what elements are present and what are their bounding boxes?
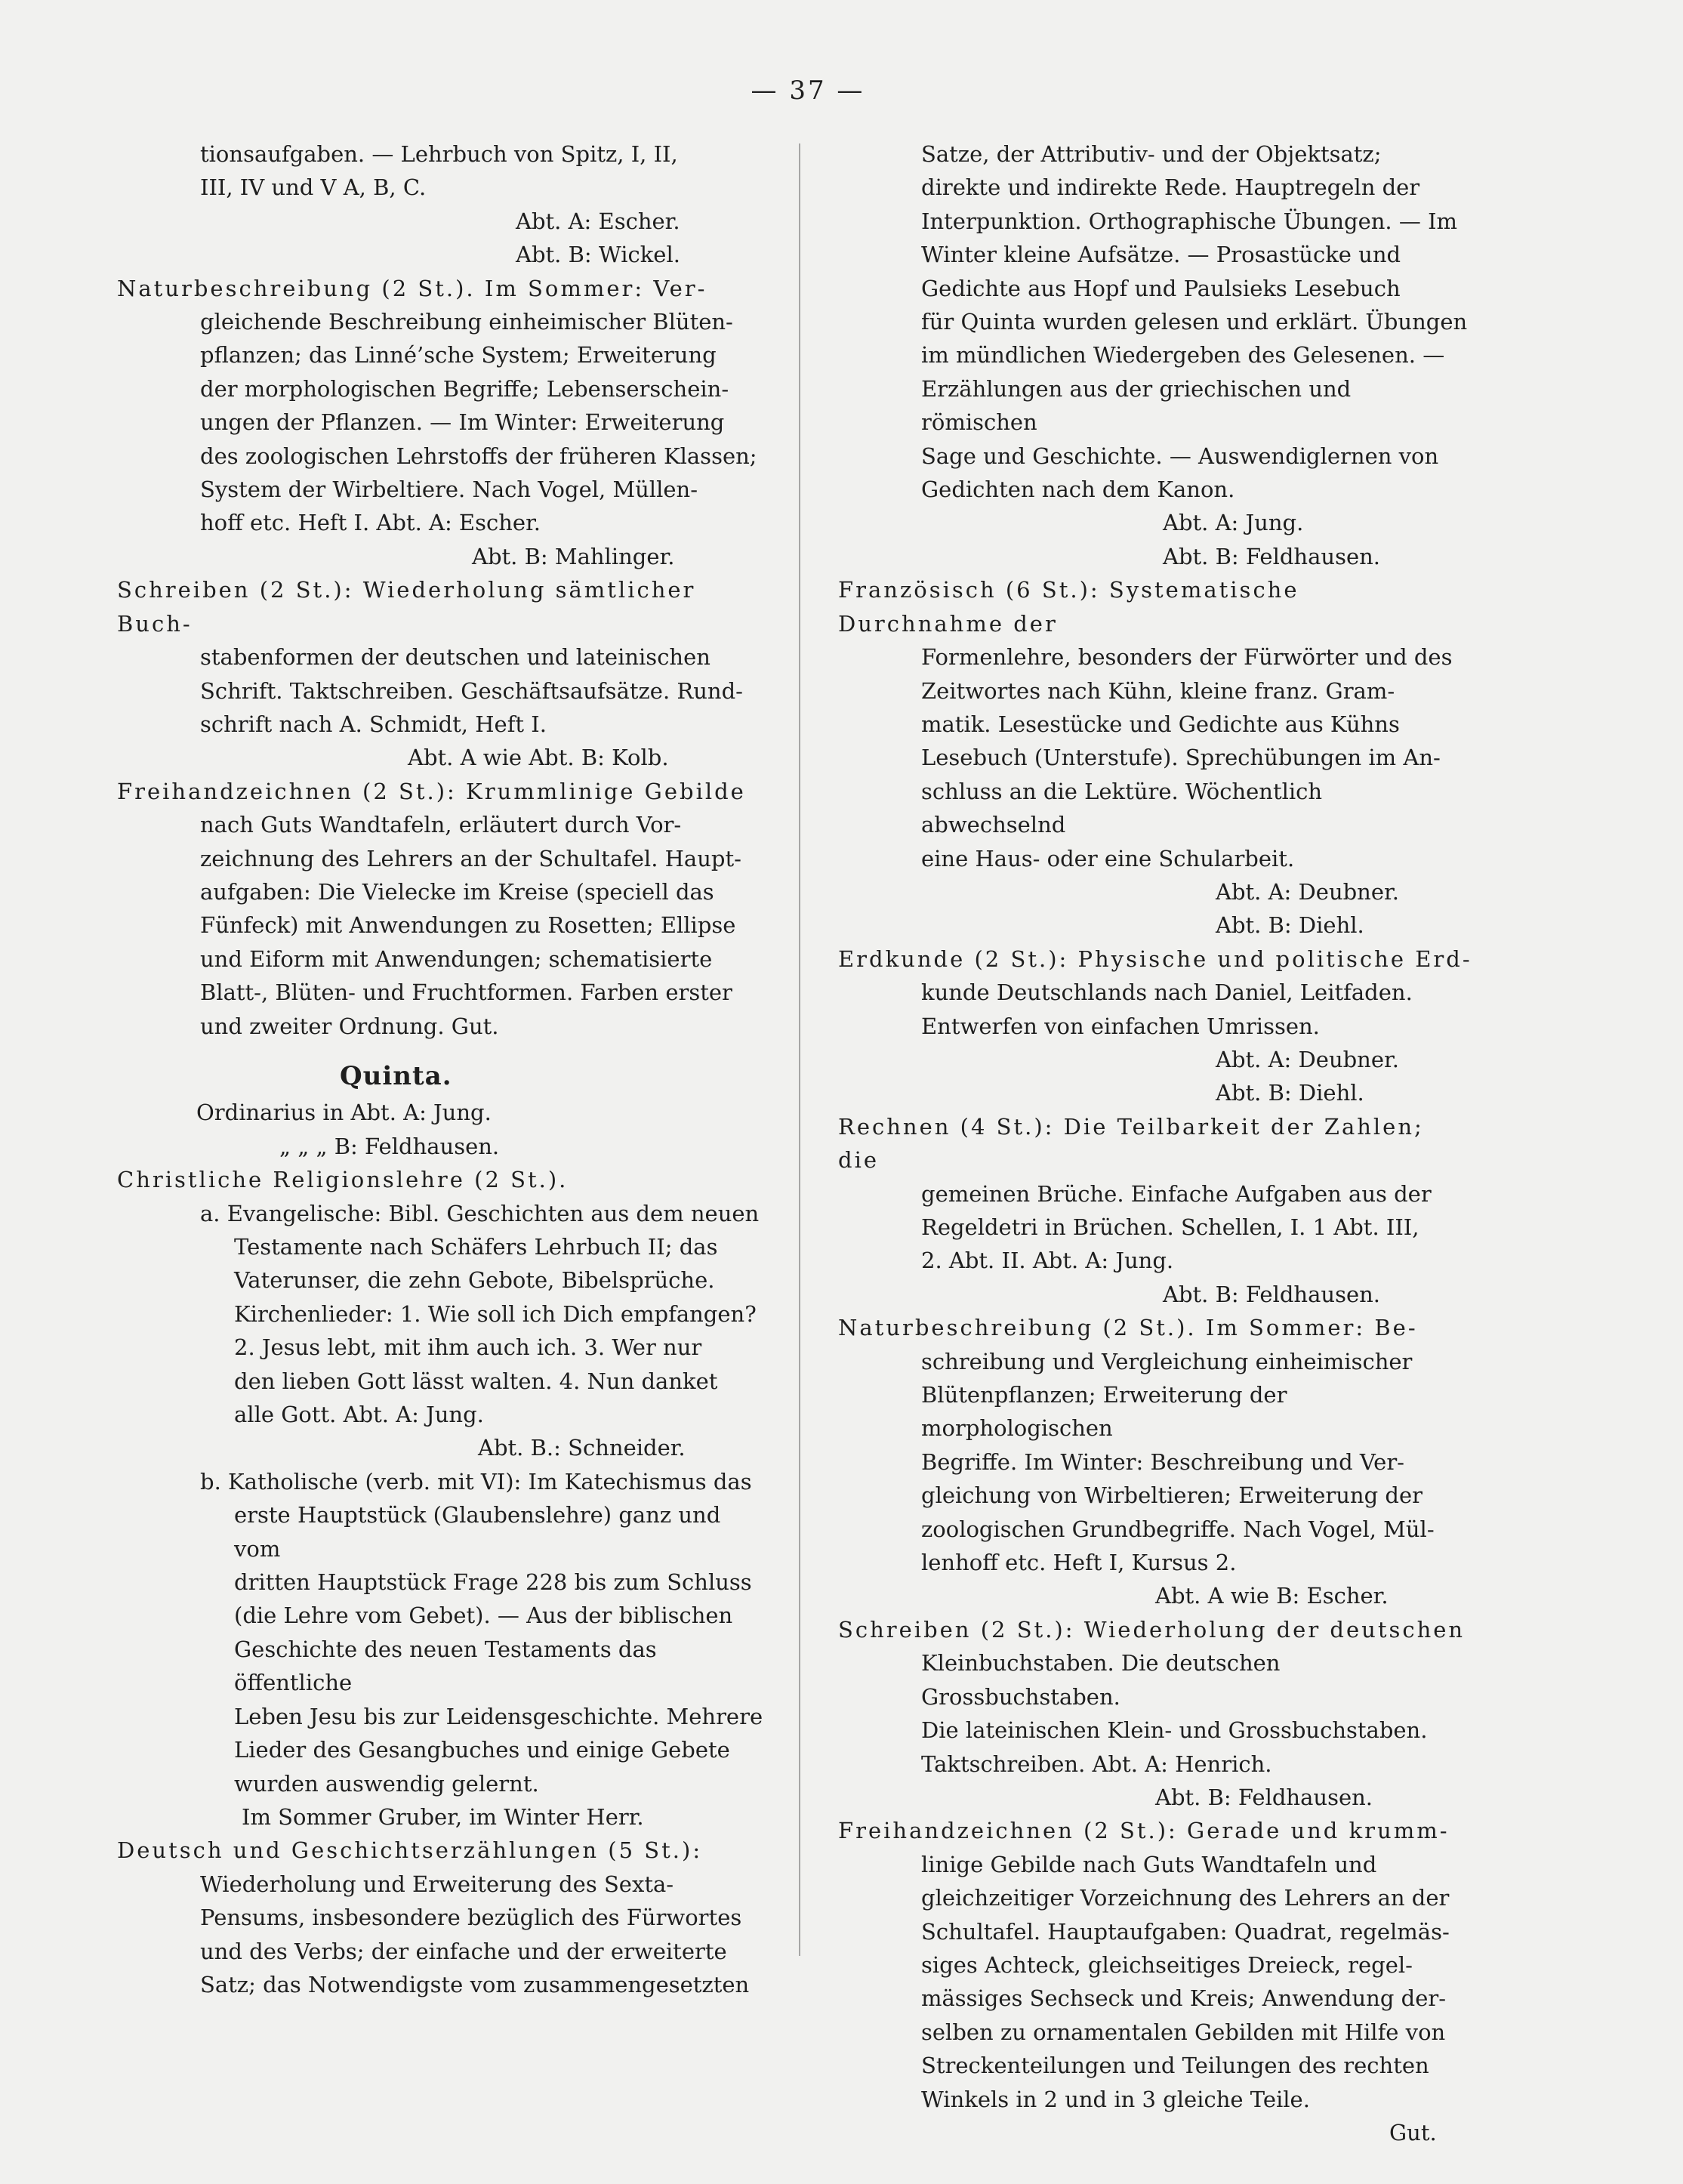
- text-line: Formenlehre, besonders der Fürwörter und des: [921, 644, 1453, 671]
- text-line: Kleinbuchstaben. Die deutschen Grossbuchstaben.: [921, 1650, 1281, 1710]
- teacher-signature-line: Abt. B.: Schneider.: [478, 1435, 686, 1461]
- subject-entry-line: Erdkunde (2 St.): Physische und politische Erd-: [838, 945, 1472, 972]
- text-line: und zweiter Ordnung. Gut.: [200, 1013, 499, 1039]
- text-line: eine Haus- oder eine Schularbeit.: [921, 845, 1295, 871]
- subject-entry-line: Schreiben (2 St.): Wiederholung der deutschen: [838, 1616, 1466, 1643]
- text-line: ungen der Pflanzen. — Im Winter: Erweiterung: [200, 409, 725, 436]
- text-line: Geschichte des neuen Testaments das öffentliche: [234, 1636, 657, 1696]
- text-line: Schrift. Taktschreiben. Geschäftsaufsätze. Rund-: [200, 677, 743, 704]
- text-line: Blatt-, Blüten- und Fruchtformen. Farben erster: [200, 979, 732, 1006]
- text-line: b. Katholische (verb. mit VI): Im Katechismus das: [200, 1468, 752, 1495]
- text-line: Schultafel. Hauptaufgaben: Quadrat, regelmäs-: [921, 1918, 1450, 1945]
- subject-entry-line: Naturbeschreibung (2 St.). Im Sommer: Be-: [838, 1315, 1418, 1341]
- text-line: zoologischen Grundbegriffe. Nach Vogel, Mül-: [921, 1516, 1435, 1542]
- text-line: Gedichten nach dem Kanon.: [921, 477, 1235, 503]
- text-line: zeichnung des Lehrers an der Schultafel. Haupt-: [200, 845, 741, 871]
- text-line: gleichende Beschreibung einheimischer Blüten-: [200, 309, 733, 335]
- teacher-signature-line: Ordinarius in Abt. A: Jung.: [196, 1100, 492, 1126]
- text-line: hoff etc. Heft I. Abt. A: Escher.: [200, 510, 541, 536]
- subject-entry-line: Christliche Religionslehre (2 St.).: [117, 1167, 569, 1193]
- text-line: 2. Abt. II. Abt. A: Jung.: [921, 1248, 1174, 1274]
- teacher-signature-line: Abt. B: Feldhausen.: [1155, 1784, 1373, 1810]
- text-line: tionsaufgaben. — Lehrbuch von Spitz, I, II,: [200, 141, 678, 167]
- text-line: kunde Deutschlands nach Daniel, Leitfaden.: [921, 979, 1413, 1006]
- text-line: Begriffe. Im Winter: Beschreibung und Ver-: [921, 1448, 1404, 1475]
- subject-entry-line: Rechnen (4 St.): Die Teilbarkeit der Zahlen; die: [838, 1113, 1424, 1174]
- text-line: matik. Lesestücke und Gedichte aus Kühns: [921, 711, 1400, 737]
- text-line: Entwerfen von einfachen Umrissen.: [921, 1013, 1320, 1039]
- teacher-signature-line: Abt. B: Feldhausen.: [1163, 1281, 1381, 1307]
- text-line: Die lateinischen Klein- und Grossbuchstaben.: [921, 1717, 1428, 1744]
- text-line: Winter kleine Aufsätze. — Prosastücke und: [921, 242, 1401, 268]
- text-line: Streckenteilungen und Teilungen des rechten: [921, 2053, 1429, 2079]
- text-line: den lieben Gott lässt walten. 4. Nun danket: [234, 1368, 718, 1394]
- text-line: Gedichte aus Hopf und Paulsieks Lesebuch: [921, 275, 1401, 301]
- text-line: im mündlichen Wiedergeben des Gelesenen. —: [921, 342, 1445, 369]
- text-line: schluss an die Lektüre. Wöchentlich abwechselnd: [921, 778, 1323, 838]
- teacher-signature-line: Gut.: [1389, 2119, 1437, 2145]
- text-line: Lieder des Gesangbuches und einige Gebete: [234, 1737, 730, 1763]
- text-line: Fünfeck) mit Anwendungen zu Rosetten; Ellipse: [200, 912, 736, 939]
- teacher-signature-line: Abt. A: Deubner.: [1216, 1046, 1399, 1072]
- text-line: der morphologischen Begriffe; Lebenserschein-: [200, 375, 729, 402]
- text-line: Sage und Geschichte. — Auswendiglernen von: [921, 443, 1439, 469]
- text-line: des zoologischen Lehrstoffs der früheren Klassen;: [200, 443, 757, 469]
- text-line: und des Verbs; der einfache und der erweiterte: [200, 1938, 727, 1964]
- text-line: gleichung von Wirbeltieren; Erweiterung der: [921, 1482, 1423, 1509]
- text-line: Pensums, insbesondere bezüglich des Fürwortes: [200, 1905, 742, 1931]
- text-line: a. Evangelische: Bibl. Geschichten aus dem neuen: [200, 1200, 760, 1226]
- text-line: Regeldetri in Brüchen. Schellen, I. 1 Abt. III,: [921, 1214, 1419, 1240]
- text-line: Zeitwortes nach Kühn, kleine franz. Gram-: [921, 677, 1395, 704]
- teacher-signature-line: Abt. A wie Abt. B: Kolb.: [408, 745, 669, 771]
- page-number: — 37 —: [751, 76, 865, 106]
- text-line: Winkels in 2 und in 3 gleiche Teile.: [921, 2086, 1310, 2112]
- text-line: linige Gebilde nach Guts Wandtafeln und: [921, 1851, 1377, 1877]
- left-column: [117, 137, 766, 2001]
- text-line: und Eiform mit Anwendungen; schematisierte: [200, 945, 713, 972]
- text-line: Wiederholung und Erweiterung des Sexta-: [200, 1871, 674, 1897]
- text-line: siges Achteck, gleichseitiges Dreieck, regel-: [921, 1951, 1413, 1978]
- text-line: Lesebuch (Unterstufe). Sprechübungen im An-: [921, 745, 1441, 771]
- text-line: dritten Hauptstück Frage 228 bis zum Schluss: [234, 1569, 752, 1596]
- subject-entry-line: Französisch (6 St.): Systematische Durchnahme der: [838, 577, 1299, 637]
- teacher-signature-line: Abt. A: Escher.: [516, 208, 680, 234]
- subject-entry-line: Schreiben (2 St.): Wiederholung sämtlicher Buch-: [117, 577, 696, 637]
- subject-entry-line: Deutsch und Geschichtserzählungen (5 St.):: [117, 1837, 703, 1864]
- text-line: pflanzen; das Linné’sche System; Erweiterung: [200, 342, 717, 369]
- teacher-signature-line: Abt. B: Mahlinger.: [472, 543, 675, 569]
- text-line: Satz; das Notwendigste vom zusammengesetzten: [200, 1971, 750, 1997]
- section-heading: Quinta.: [340, 1060, 452, 1091]
- column-divider: [799, 143, 800, 1956]
- text-line: Kirchenlieder: 1. Wie soll ich Dich empfangen?: [234, 1300, 757, 1327]
- text-line: für Quinta wurden gelesen und erklärt. Übungen: [921, 309, 1468, 335]
- text-line: Leben Jesu bis zur Leidensgeschichte. Mehrere: [234, 1703, 763, 1729]
- text-line: nach Guts Wandtafeln, erläutert durch Vor-: [200, 812, 682, 838]
- teacher-signature-line: Abt. B: Diehl.: [1216, 912, 1364, 939]
- text-line: Interpunktion. Orthographische Übungen. — Im: [921, 208, 1458, 234]
- text-line: 2. Jesus lebt, mit ihm auch ich. 3. Wer nur: [234, 1334, 702, 1361]
- text-line: (die Lehre vom Gebet). — Aus der biblischen: [234, 1603, 733, 1629]
- teacher-signature-line: Abt. A: Jung.: [1163, 510, 1304, 536]
- text-line: Erzählungen aus der griechischen und römischen: [921, 375, 1352, 436]
- text-line: Testamente nach Schäfers Lehrbuch II; das: [234, 1234, 718, 1260]
- subject-entry-line: Freihandzeichnen (2 St.): Krummlinige Gebilde: [117, 778, 746, 804]
- text-line: III, IV und V A, B, C.: [200, 174, 427, 201]
- text-line: lenhoff etc. Heft I, Kursus 2.: [921, 1550, 1237, 1576]
- text-line: gleichzeitiger Vorzeichnung des Lehrers an der: [921, 1885, 1450, 1911]
- right-column: [838, 137, 1472, 2149]
- subject-entry-line: Naturbeschreibung (2 St.). Im Sommer: Ver-: [117, 275, 707, 301]
- text-line: wurden auswendig gelernt.: [234, 1770, 539, 1797]
- teacher-signature-line: Abt. B: Feldhausen.: [1163, 543, 1381, 569]
- text-line: Vaterunser, die zehn Gebote, Bibelsprüche.: [234, 1267, 715, 1294]
- text-line: erste Hauptstück (Glaubenslehre) ganz und vom: [234, 1502, 721, 1562]
- teacher-signature-line: Abt. B: Wickel.: [516, 242, 680, 268]
- text-line: Blütenpflanzen; Erweiterung der morphologischen: [921, 1382, 1287, 1442]
- text-line: mässiges Sechseck und Kreis; Anwendung der-: [921, 1985, 1447, 2012]
- text-line: stabenformen der deutschen und lateinischen: [200, 644, 710, 671]
- text-line: Satze, der Attributiv- und der Objektsatz;: [921, 141, 1382, 167]
- subject-entry-line: Freihandzeichnen (2 St.): Gerade und krumm-: [838, 1818, 1450, 1844]
- teacher-signature-line: Abt. B: Diehl.: [1216, 1080, 1364, 1106]
- text-line: gemeinen Brüche. Einfache Aufgaben aus der: [921, 1180, 1432, 1207]
- text-line: schreibung und Vergleichung einheimischer: [921, 1348, 1413, 1374]
- text-line: aufgaben: Die Vielecke im Kreise (speciell das: [200, 878, 714, 905]
- teacher-signature-line: Abt. A wie B: Escher.: [1155, 1583, 1389, 1609]
- text-line: System der Wirbeltiere. Nach Vogel, Müllen-: [200, 477, 698, 503]
- text-line: alle Gott. Abt. A: Jung.: [234, 1402, 484, 1428]
- teacher-signature-line: Im Sommer Gruber, im Winter Herr.: [242, 1803, 644, 1830]
- teacher-signature-line: Abt. A: Deubner.: [1216, 878, 1399, 905]
- text-line: direkte und indirekte Rede. Hauptregeln der: [921, 174, 1420, 201]
- text-line: selben zu ornamentalen Gebilden mit Hilfe von: [921, 2019, 1446, 2045]
- text-line: schrift nach A. Schmidt, Heft I.: [200, 711, 547, 737]
- text-line: Taktschreiben. Abt. A: Henrich.: [921, 1751, 1272, 1777]
- teacher-signature-line: „ „ „ B: Feldhausen.: [279, 1133, 500, 1159]
